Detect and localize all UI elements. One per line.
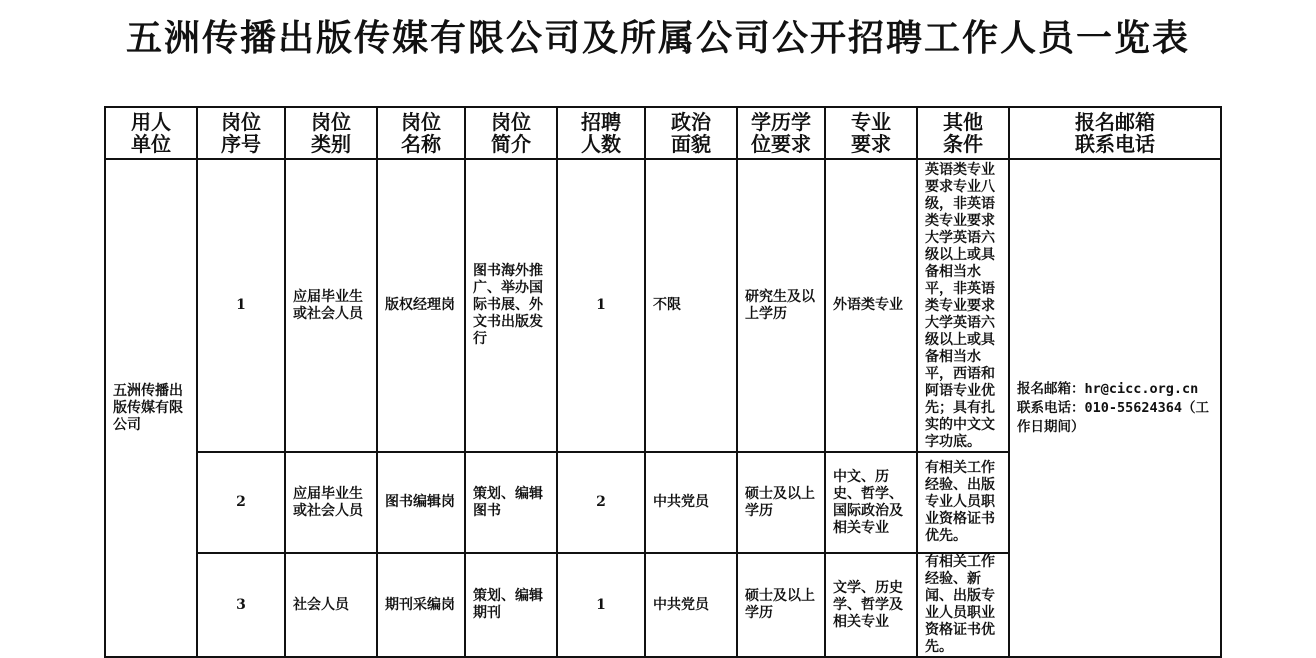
header-other: 其他 条件 (917, 107, 1009, 159)
other-cell: 英语类专业要求专业八级，非英语类专业要求大学英语六级以上或具备相当水平，非英语类专业要求大学英语六级以上或具备相当水平，西语和阿语专业优先；具有扎实的中文文字功底。 (917, 159, 1009, 452)
header-position-no: 岗位 序号 (197, 107, 285, 159)
political-cell: 中共党员 (645, 553, 737, 657)
header-employer: 用人 单位 (105, 107, 197, 159)
education-cell: 硕士及以上学历 (737, 553, 825, 657)
category-cell: 应届毕业生或社会人员 (285, 452, 377, 553)
intro-cell: 策划、编辑图书 (465, 452, 557, 553)
position-no-cell: 1 (197, 159, 285, 452)
intro-cell: 图书海外推广、举办国际书展、外文书出版发行 (465, 159, 557, 452)
position-name-cell: 版权经理岗 (377, 159, 465, 452)
table-row (105, 159, 1221, 452)
header-row (105, 107, 1221, 159)
recruitment-table (104, 106, 1222, 658)
header-education: 学历学 位要求 (737, 107, 825, 159)
major-cell: 外语类专业 (825, 159, 917, 452)
political-cell: 中共党员 (645, 452, 737, 553)
count-cell: 1 (557, 159, 645, 452)
header-position-name: 岗位 名称 (377, 107, 465, 159)
intro-cell: 策划、编辑期刊 (465, 553, 557, 657)
other-cell: 有相关工作经验、新闻、出版专业人员职业资格证书优先。 (917, 553, 1009, 657)
header-political-status: 政治 面貌 (645, 107, 737, 159)
category-cell: 社会人员 (285, 553, 377, 657)
position-no-cell: 3 (197, 553, 285, 657)
position-name-cell: 图书编辑岗 (377, 452, 465, 553)
count-cell: 1 (557, 553, 645, 657)
education-cell: 硕士及以上学历 (737, 452, 825, 553)
contact-cell: 报名邮箱：hr@cicc.org.cn 联系电话：010-55624364（工作日期间） (1009, 159, 1221, 657)
position-name-cell: 期刊采编岗 (377, 553, 465, 657)
category-cell: 应届毕业生或社会人员 (285, 159, 377, 452)
major-cell: 文学、历史学、哲学及相关专业 (825, 553, 917, 657)
other-cell: 有相关工作经验、出版专业人员职业资格证书优先。 (917, 452, 1009, 553)
political-cell: 不限 (645, 159, 737, 452)
position-no-cell: 2 (197, 452, 285, 553)
page-title: 五洲传播出版传媒有限公司及所属公司公开招聘工作人员一览表 (125, 17, 1190, 59)
header-contact: 报名邮箱 联系电话 (1009, 107, 1221, 159)
header-position-intro: 岗位 简介 (465, 107, 557, 159)
header-major: 专业 要求 (825, 107, 917, 159)
employer-cell: 五洲传播出版传媒有限公司 (105, 159, 197, 657)
major-cell: 中文、历史、哲学、国际政治及相关专业 (825, 452, 917, 553)
education-cell: 研究生及以上学历 (737, 159, 825, 452)
count-cell: 2 (557, 452, 645, 553)
header-position-category: 岗位 类别 (285, 107, 377, 159)
header-hiring-count: 招聘 人数 (557, 107, 645, 159)
